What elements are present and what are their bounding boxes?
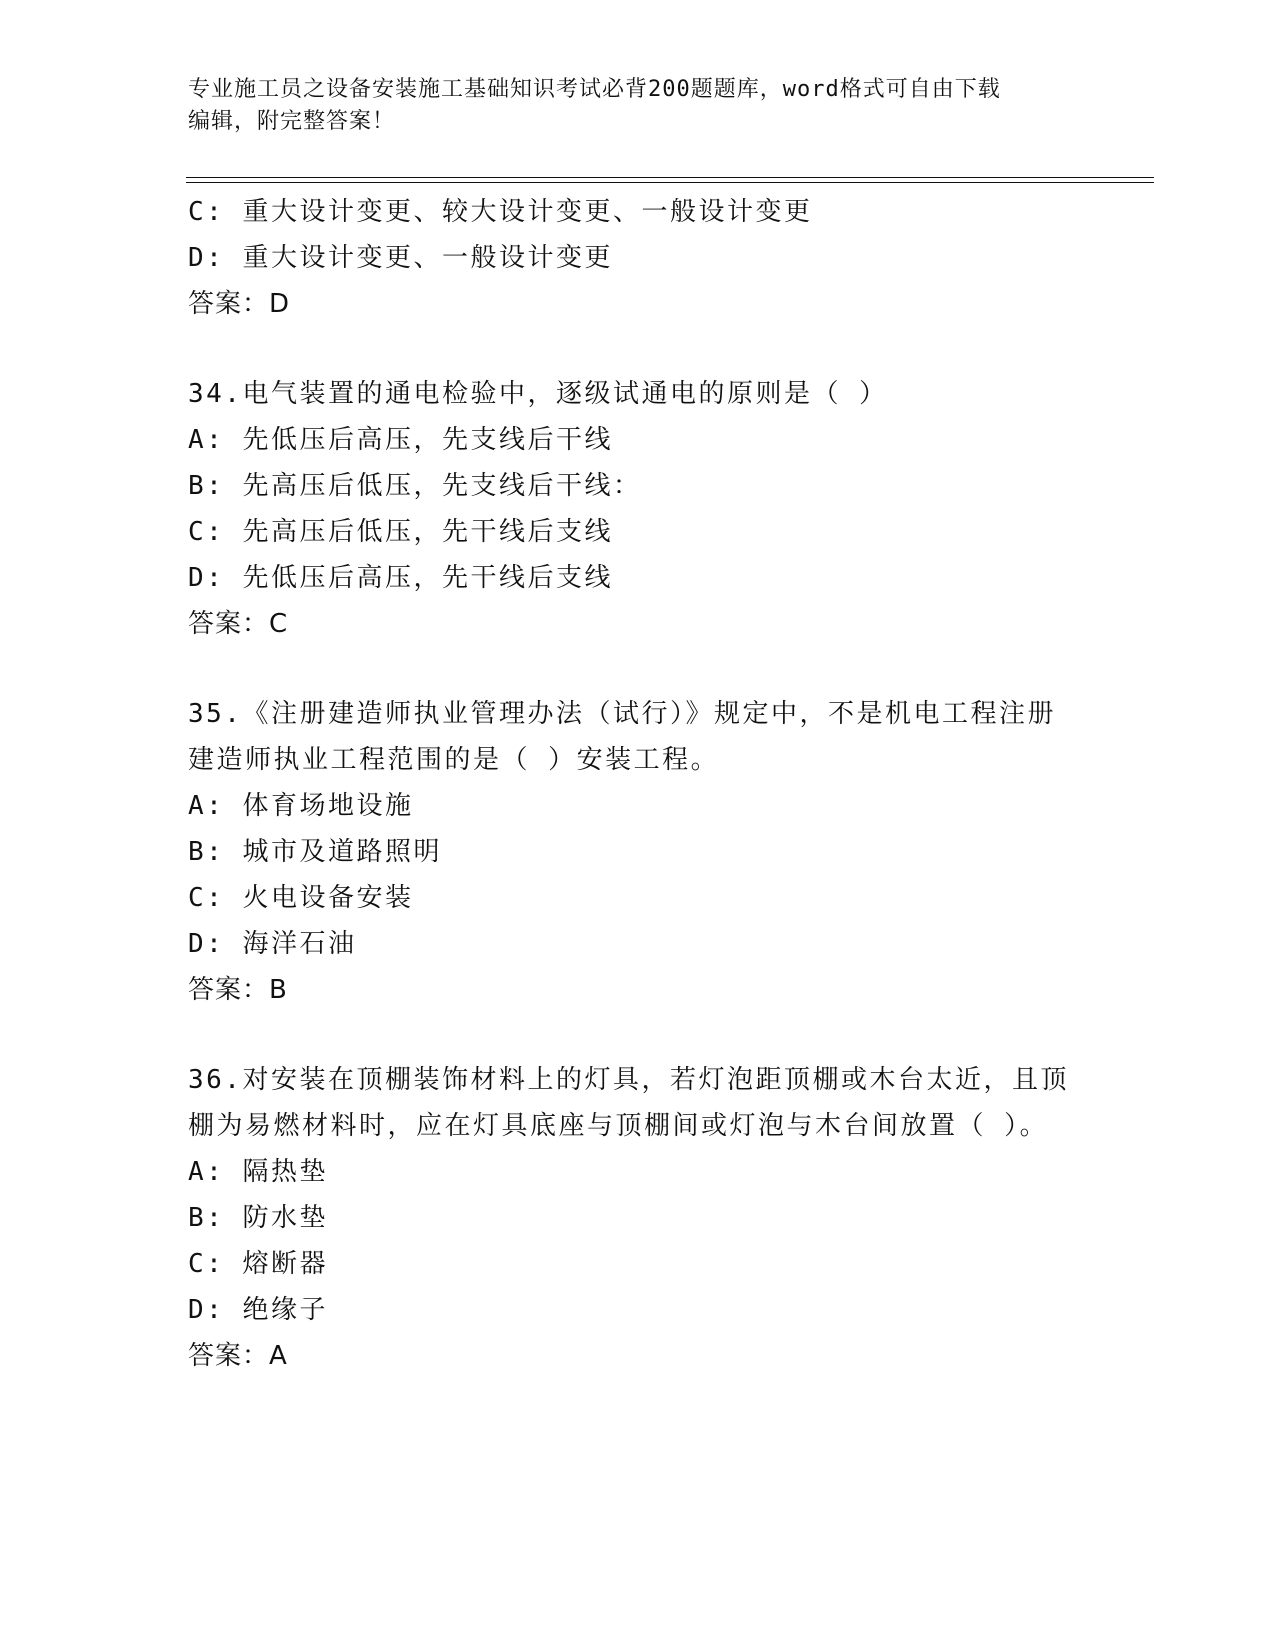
option-b: B: 防水垫 <box>188 1203 328 1233</box>
question-block <box>188 1057 1088 1379</box>
header-line-1: 专业施工员之设备安装施工基础知识考试必背200题题库，word格式可自由下载 <box>188 77 1001 102</box>
answer-line: 答案：B <box>188 975 288 1005</box>
answer-line: 答案：A <box>188 1341 288 1371</box>
question-block <box>188 189 1088 327</box>
option-a: A: 隔热垫 <box>188 1157 328 1187</box>
question-stem-continued: 建造师执业工程范围的是（ ）安装工程。 <box>188 745 720 775</box>
option-d: D: 重大设计变更、一般设计变更 <box>188 243 613 273</box>
document-header <box>188 74 1088 138</box>
option-d: D: 先低压后高压，先干线后支线 <box>188 563 613 593</box>
option-d: D: 海洋石油 <box>188 929 357 959</box>
option-b: B: 城市及道路照明 <box>188 837 442 867</box>
question-stem: 34.电气装置的通电检验中，逐级试通电的原则是（ ） <box>188 379 888 409</box>
option-c: C: 先高压后低压，先干线后支线 <box>188 517 613 547</box>
question-block <box>188 371 1088 647</box>
spacer <box>188 1013 1088 1057</box>
spacer <box>188 647 1088 691</box>
spacer <box>188 327 1088 371</box>
header-divider-bottom <box>186 182 1154 183</box>
option-b: B: 先高压后低压，先支线后干线： <box>188 471 642 501</box>
header-divider-top <box>186 177 1154 178</box>
option-a: A: 体育场地设施 <box>188 791 414 821</box>
question-stem: 36.对安装在顶棚装饰材料上的灯具，若灯泡距顶棚或木台太近，且顶 <box>188 1065 1069 1095</box>
option-c: C: 火电设备安装 <box>188 883 414 913</box>
answer-line: 答案：D <box>188 289 291 319</box>
question-list <box>188 189 1088 1379</box>
header-line-2: 编辑，附完整答案！ <box>188 109 396 134</box>
option-c: C: 重大设计变更、较大设计变更、一般设计变更 <box>188 197 813 227</box>
option-c: C: 熔断器 <box>188 1249 328 1279</box>
question-block <box>188 691 1088 1013</box>
answer-line: 答案：C <box>188 609 289 639</box>
question-stem-continued: 棚为易燃材料时，应在灯具底座与顶棚间或灯泡与木台间放置（ ）。 <box>188 1111 1049 1141</box>
question-stem: 35.《注册建造师执业管理办法（试行）》规定中，不是机电工程注册 <box>188 699 1056 729</box>
option-d: D: 绝缘子 <box>188 1295 328 1325</box>
option-a: A: 先低压后高压，先支线后干线 <box>188 425 613 455</box>
